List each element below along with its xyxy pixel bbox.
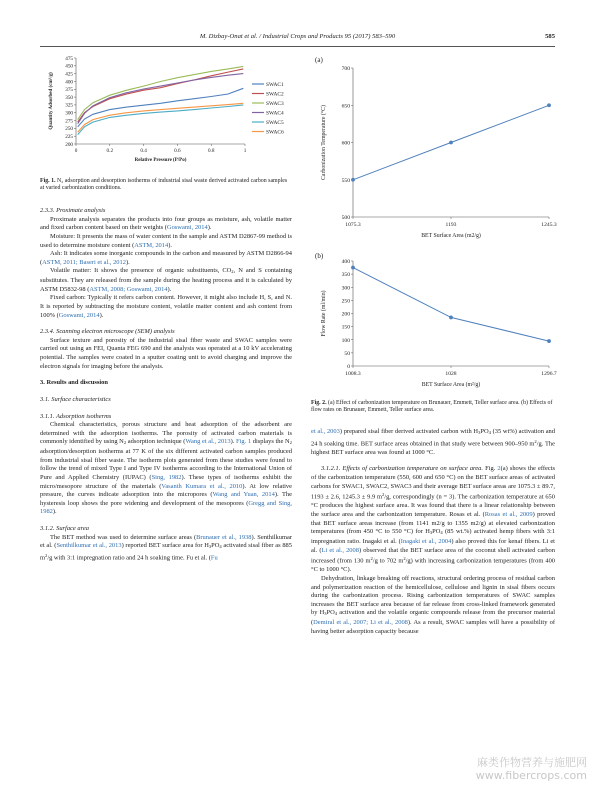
y-tick-label: 150 <box>341 324 350 331</box>
y-tick-label: 200 <box>341 311 350 318</box>
fig1-caption <box>40 178 292 193</box>
right-column <box>311 428 555 636</box>
running-header <box>40 33 555 45</box>
y-tick-label: 250 <box>341 298 350 305</box>
citation-link[interactable]: ASTM, 2011; Baseri et al., 2012 <box>42 258 126 266</box>
citation-link[interactable]: Brunauer et al., 1938 <box>196 533 252 541</box>
paragraph-ash: Ash: It indicates some inorganic compounds in the carbon and measured by ASTM D2866-94 (ASTM, 2011; Baseri et al., 2012). <box>40 250 292 266</box>
y-tick-label: 650 <box>341 103 350 110</box>
data-point <box>547 103 551 107</box>
y-tick-label: 450 <box>65 63 73 70</box>
paragraph-sem: Surface texture and porosity of the industrial sisal fiber waste and SWAC samples were carried out using an FEI, Quanta FEG 690 and the analysis was operated at a 10 kV accelerating potential. The samples were coated in a sputter coating unit to avoid charging and improve the electron signals for imaging before the analysis. <box>40 336 292 370</box>
y-tick-label: 475 <box>65 55 73 62</box>
y-tick-label: 400 <box>65 79 73 86</box>
section-3-1-2-title: 3.1.2. Surface area <box>40 525 89 532</box>
paragraph-moisture: Moisture: It presents the mass of water content in the sample and ASTM D2867-99 method is used to determine moisture content (ASTM, 2014). <box>40 232 292 249</box>
section-3-1-title: 3.1. Surface characteristics <box>40 395 111 403</box>
citation-link[interactable]: Demiral et al., 2007; Li et al., 2008 <box>313 619 408 626</box>
paragraph-proximate: Proximate analysis separates the products into four groups as moisture, ash, volatile matter and fixed carbon content based on their weights (Goswami, 2014). <box>40 215 292 232</box>
x-tick-label: 1245.3 <box>541 222 557 228</box>
y-tick-label: 425 <box>65 71 73 78</box>
y-axis-title: Carbonization Temperature (°C) <box>321 105 327 180</box>
y-tick-label: 350 <box>65 94 73 101</box>
x-tick-label: 1028 <box>445 371 457 377</box>
y-tick-label: 550 <box>341 177 350 184</box>
watermark-line2: www.fibercrops.com <box>475 769 587 782</box>
section-3-title: 3. Results and discussion <box>40 379 108 387</box>
journal-citation: M. Dizbay-Onat et al. / Industrial Crops and Products 95 (2017) 583–590 <box>199 33 396 40</box>
x-tick-label: 0.6 <box>174 148 181 154</box>
section-3-1-1-title: 3.1.1. Adsorption isotherms <box>40 412 112 420</box>
citation-link[interactable]: Gregg and Sing, 1982 <box>40 499 292 516</box>
citation-link[interactable]: Rosas et al., 2009 <box>484 511 533 518</box>
citation-link[interactable]: Wang and Yuan, 2014 <box>212 491 275 499</box>
y-tick-label: 225 <box>65 133 73 140</box>
paragraph-fixed-carbon: Fixed carbon: Typically it refers carbon content. However, it might also include H, S, and N. It is reported by subtracting the moisture content, volatile matter content and ash content from 100% (Goswami, 2014). <box>40 294 292 319</box>
legend-label: SWAC4 <box>266 110 284 117</box>
y-tick-label: 700 <box>341 66 350 72</box>
fig1-isotherm-chart <box>40 52 292 170</box>
y-tick-label: 300 <box>341 285 350 292</box>
y-tick-label: 250 <box>65 126 73 133</box>
header-rule <box>40 46 555 47</box>
fig1-caption-label: Fig. 1. <box>40 178 56 184</box>
watermark <box>476 756 587 782</box>
y-tick-label: 350 <box>341 272 350 279</box>
y-tick-label: 50 <box>344 350 350 357</box>
panel-label: (a) <box>315 56 323 64</box>
fig2-caption-text: (a) Effect of carbonization temperature on Brunauer, Emmett, Teller surface area. (b) Effects of flow rates on Brunauer, Emmett, Teller surface area. <box>311 400 553 414</box>
section-3-1-2-1-title: 3.1.2.1. Effects of carbonization temperature on surface area. <box>321 465 483 473</box>
citation-link[interactable]: Li et al., 2008 <box>321 546 359 554</box>
citation-link[interactable]: Goswami, 2014 <box>166 224 208 232</box>
x-axis-title: BET Surface Area (m²/g) <box>421 382 481 388</box>
fig2-caption-label: Fig. 2. <box>311 400 327 406</box>
paragraph-volatile: Volatile matter: It shows the presence of organic substituents, $CO_2$, N and S containing substitutes. They are released from the sample during the heating process and it is calculated by ASTM D5832-98 (ASTM, 2008; Goswami, 2014). <box>40 267 292 293</box>
paragraph-isotherms: Chemical characteristics, porous structure and heat adsorption of the adsorbent are determined with the adsorption isotherms. The porosity of activated carbon materials is commonly identified by using $N_2$ adsorption technique (Wang et al., 2013). Fig. 1 displays the $N_2$ adsorption/desorption isotherms at 77 K of the six different activated carbon samples produced from industrial sisal fiber waste. The isotherm plots generated from these studies were found to follow the trend of mixed Type I and Type IV isotherms according to the International Union of Pure and Applied Chemistry (IUPAC) (Sing, 1982). These types of isotherms exhibit the micro/mesopore structure of the materials (Vasanth Kumara et al., 2010). At low relative pressure, the curves indicate adsorption into the micropores (Wang and Yuan, 2014). The hysteresis loop shows the pore widening and development of the mesopores (Gregg and Sing, 1982). <box>40 421 292 516</box>
paragraph-dehydration: Dehydration, linkage breaking off reactions, structural ordering process of residual carbon and polymerization reaction of the hemicellulose, cellulose and lignin in sisal fibers occurs during the carbonization process. Rising carbonization temperatures of SWAC samples increases the BET surface area because of far release from cross-linked framework generated by $H_3PO_4$ activation and the volatile organic compounds release from the precursor material (Demiral et al., 2007; Li et al., 2008). As a result, SWAC samples will have a possibility of having better adsorption capacity because <box>311 574 555 635</box>
y-tick-label: 200 <box>65 141 73 148</box>
legend-label: SWAC3 <box>266 100 284 107</box>
y-axis-title: Quantity Adsorbed (cm³/g) <box>49 72 54 130</box>
y-tick-label: 400 <box>341 259 350 265</box>
data-point <box>449 316 453 320</box>
left-column <box>40 207 292 563</box>
citation-link[interactable]: Vasanth Kumara et al., 2010 <box>161 482 243 490</box>
figure-link[interactable]: 2 <box>497 465 501 473</box>
data-point <box>351 266 355 270</box>
x-tick-label: 1075.3 <box>345 222 361 228</box>
fig1-caption-text: N₂ adsorption and desorption isotherms of industrial sisal waste derived activated carbon samples at varied carbonization conditions. <box>40 178 288 192</box>
data-line <box>353 268 549 342</box>
citation-link[interactable]: Senthilkumar et al., 2013 <box>56 542 122 550</box>
x-tick-label: 1193 <box>445 222 457 228</box>
fig2-caption <box>311 400 555 415</box>
section-2-3-3-title: 2.3.3. Proximate analysis <box>40 207 106 214</box>
y-axis-title: Flow Rate (ml/min) <box>321 290 327 337</box>
legend-label: SWAC5 <box>266 119 284 126</box>
x-tick-label: 1 <box>243 148 247 154</box>
citation-link[interactable]: ASTM, 2008; Goswami, 2014 <box>89 285 168 293</box>
y-tick-label: 325 <box>65 102 73 109</box>
citation-link[interactable]: ASTM, 2014 <box>134 241 169 249</box>
citation-link[interactable]: Sing, 1982 <box>151 473 182 481</box>
x-tick-label: 1008.3 <box>345 371 361 377</box>
citation-link[interactable]: Fu <box>210 554 218 562</box>
legend-label: SWAC2 <box>266 91 284 98</box>
data-point <box>547 339 551 343</box>
y-tick-label: 500 <box>341 215 350 221</box>
legend-label: SWAC6 <box>266 129 284 136</box>
citation-link[interactable]: Wang et al., 2013 <box>185 438 231 446</box>
data-point <box>351 178 355 182</box>
paragraph-surface-area: The BET method was used to determine surface areas (Brunauer et al., 1938). Senthilkumar et al. (Senthilkumar et al., 2013) reported BET surface area for $H_3PO_4$ activated sisal fiber as 885 $m^2/g$ with 3:1 impregnation ratio and 24 h soaking time. Fu et al. (Fu <box>40 533 292 562</box>
citation-link[interactable]: Inagaki et al., 2004 <box>400 537 452 545</box>
x-tick-label: 0 <box>74 148 78 154</box>
citation-link[interactable]: Goswami, 2014 <box>58 311 100 319</box>
y-tick-label: 275 <box>65 118 73 125</box>
data-point <box>449 141 453 145</box>
y-tick-label: 375 <box>65 87 73 94</box>
x-axis-title: BET Surface Area (m2/g) <box>421 233 481 239</box>
section-2-3-4-title: 2.3.4. Scanning electron microscope (SEM) analysis <box>40 328 175 336</box>
y-tick-label: 0 <box>347 364 350 370</box>
figure-link[interactable]: Fig. 1 <box>236 438 252 446</box>
paragraph-continued: et al., 2003) prepared sisal fiber derived activated carbon with $H_3PO_4$ (35 wt%) activation and 24 h soaking time. BET surface areas obtained in that study were between 900–950 $m^2/g$. The highest BET surface area was found at 1000 °C. <box>311 428 555 456</box>
y-tick-label: 100 <box>341 337 350 344</box>
paragraph-carbonization: 3.1.2.1. Effects of carbonization temperature on surface area. Fig. 2(a) shows the effects of the carbonization temperature (550, 600 and 650 °C) on the BET surface areas of activated carbons for SWAC1, SWAC2, SWAC3 and their average BET surface areas are 1075.3 ± 89.7, 1193 ± 2.6, 1245.3 ± 9.9 $m^2/g$, correspondingly (n = 3). The carbonization temperature at 650 °C produces the highest surface area. It was found that there is a linear relationship between the surface area and the carbonization temperature. Rosas et al. (Rosas et al., 2009) proved that BET surface areas increase (from 1141 m2/g to 1355 m2/g) at elevated carbonization temperatures (from 450 °C to 550 °C) for $H_3PO_4$ (85 wt.%) activated hemp fibers with 3:1 impregnation ratio. Inagaki et al. (Inagaki et al., 2004) also proved this for kenaf fibers. Li et al. (Li et al., 2008) observed that the BET surface area of the coconut shell activated carbon increased (from 130 $m^2/g$ to 702 $m^2/g$) with increasing carbonization temperatures (from 400 °C to 1000 °C). <box>311 465 556 574</box>
legend-label: SWAC1 <box>266 81 284 88</box>
fig2b-flowrate-chart <box>311 248 555 394</box>
y-tick-label: 600 <box>341 140 350 147</box>
x-tick-label: 0.4 <box>140 148 147 154</box>
fig2a-temperature-chart <box>311 52 555 242</box>
page-number: 585 <box>545 33 555 40</box>
x-tick-label: 0.2 <box>106 148 114 154</box>
x-tick-label: 0.8 <box>207 148 215 154</box>
panel-label: (b) <box>315 252 324 260</box>
watermark-line1: 麻类作物营养与施肥网 <box>477 756 587 769</box>
y-tick-label: 300 <box>65 110 73 117</box>
x-tick-label: 1296.7 <box>541 371 557 377</box>
citation-link[interactable]: et al., 2003 <box>311 428 340 435</box>
x-axis-title: Relative Pressure (P/Po) <box>134 158 187 163</box>
